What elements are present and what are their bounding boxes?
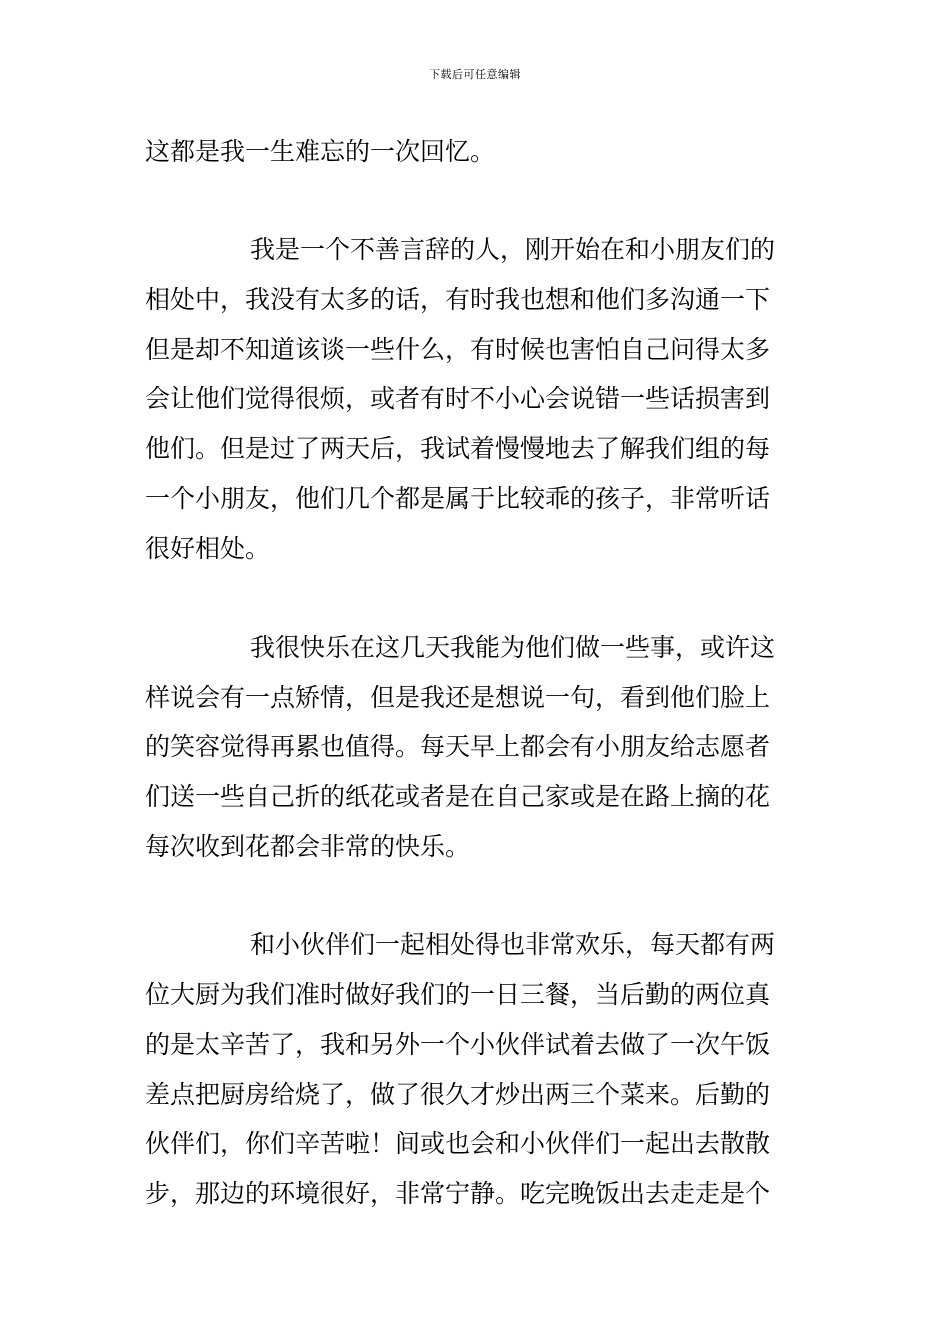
- text-line: 的笑容觉得再累也值得。每天早上都会有小朋友给志愿者: [145, 732, 771, 761]
- text-line: 的是太辛苦了，我和另外一个小伙伴试着去做了一次午饭: [145, 1030, 771, 1059]
- text-line: 和小伙伴们一起相处得也非常欢乐，每天都有两: [250, 930, 776, 959]
- text-line: 们送一些自己折的纸花或者是在自己家或是在路上摘的花: [145, 782, 771, 811]
- page-header: 下载后可任意编辑: [429, 68, 521, 81]
- text-line: 位大厨为我们准时做好我们的一日三餐，当后勤的两位真: [145, 980, 771, 1009]
- text-line: 步，那边的环境很好，非常宁静。吃完晚饭出去走走是个: [145, 1179, 771, 1208]
- text-line: 一个小朋友，他们几个都是属于比较乖的孩子，非常听话: [145, 484, 771, 513]
- text-line: 会让他们觉得很烦，或者有时不小心会说错一些话损害到: [145, 384, 771, 413]
- text-line: 每次收到花都会非常的快乐。: [145, 832, 471, 861]
- text-line: 相处中，我没有太多的话，有时我也想和他们多沟通一下: [145, 285, 771, 314]
- text-line: 我是一个不善言辞的人，刚开始在和小朋友们的: [250, 235, 776, 264]
- text-line: 但是却不知道该谈一些什么，有时候也害怕自己问得太多: [145, 335, 771, 364]
- text-line: 他们。但是过了两天后，我试着慢慢地去了解我们组的每: [145, 434, 771, 463]
- text-line: 样说会有一点矫情，但是我还是想说一句，看到他们脸上: [145, 683, 771, 712]
- text-line: 这都是我一生难忘的一次回忆。: [145, 137, 496, 166]
- text-line: 伙伴们，你们辛苦啦！间或也会和小伙伴们一起出去散散: [145, 1129, 771, 1158]
- text-line: 很好相处。: [145, 534, 271, 563]
- text-line: 我很快乐在这几天我能为他们做一些事，或许这: [250, 633, 776, 662]
- text-line: 差点把厨房给烧了，做了很久才炒出两三个菜来。后勤的: [145, 1080, 771, 1109]
